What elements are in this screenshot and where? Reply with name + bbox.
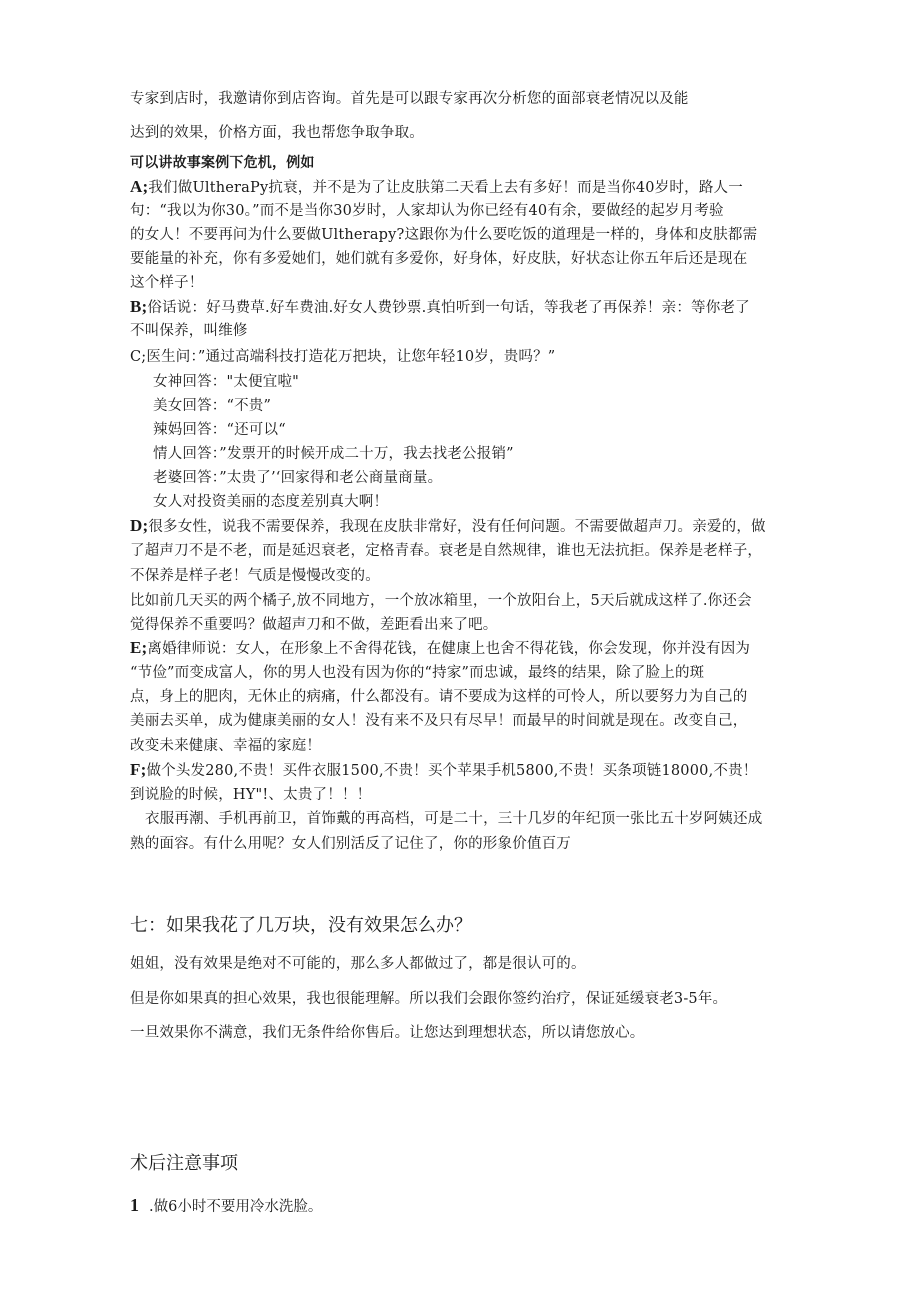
case-a-line-4: 要能量的补充，你有多爱她们，她们就有多爱你，好身体，好皮肤，好状态让你五年后还是现在 bbox=[130, 251, 748, 267]
case-e-line-4: 美丽去买单，成为健康美丽的女人！没有来不及只有尽早！而最早的时间就是现在。改变自己， bbox=[130, 713, 748, 729]
intro-line-2: 达到的效果，价格方面，我也帮您争取争取。 bbox=[130, 125, 424, 141]
case-d-line-1 bbox=[130, 516, 766, 537]
case-f-line-3: 衣服再潮、手机再前卫，首饰戴的再高档，可是二十，三十几岁的年纪顶一张比五十岁阿姨还成 bbox=[145, 811, 763, 827]
case-b-marker: B; bbox=[130, 297, 148, 316]
case-a-line-3: 的女人！不要再问为什么要做Ultherapy?这跟你为什么要吃饭的道理是一样的，身体和皮肤都需 bbox=[130, 227, 758, 243]
case-f-text: 做个头发280,不贵！买件衣服1500,不贵！买个苹果手机5800,不贵！买条项链18000,不贵！ bbox=[146, 763, 758, 779]
case-d-text: 很多女性，说我不需要保养，我现在皮肤非常好，没有任何问题。不需要做超声刀。亲爱的，做 bbox=[148, 519, 766, 535]
case-e-marker: E; bbox=[130, 638, 148, 657]
case-f-marker: F; bbox=[130, 760, 147, 779]
case-e-line-5: 改变未来健康、幸福的家庭！ bbox=[130, 738, 322, 754]
case-e-line-1 bbox=[130, 638, 750, 659]
case-e-line-2: “节俭”而变成富人，你的男人也没有因为你的“持家”而忠诚，最终的结果，除了脸上的斑 bbox=[130, 665, 705, 681]
aftercare-item-number: 1 bbox=[130, 1195, 139, 1215]
section-7-paragraph-3: 一旦效果你不满意，我们无条件给你售后。让您达到理想状态，所以请您放心。 bbox=[130, 1025, 645, 1041]
story-heading: 可以讲故事案例下危机，例如 bbox=[130, 155, 315, 171]
case-d-line-3: 不保养是样子老！气质是慢慢改变的。 bbox=[130, 568, 380, 584]
case-c-answer-5: 老婆回答：”太贵了’‘回家得和老公商量商量。 bbox=[153, 470, 443, 486]
case-e-line-3: 点，身上的肥肉，无休止的病痛，什么都没有。请不要成为这样的可怜人，所以要努力为自己的 bbox=[130, 689, 748, 705]
intro-line-1: 专家到店时，我邀请你到店咨询。首先是可以跟专家再次分析您的面部衰老情况以及能 bbox=[130, 91, 689, 107]
case-c-answer-4: 情人回答：”发票开的时候开成二十万，我去找老公报销” bbox=[153, 446, 514, 462]
aftercare-item-text: .做6小时不要用冷水洗脸。 bbox=[149, 1199, 323, 1215]
case-d-line-5: 觉得保养不重要吗？做超声刀和不做，差距看出来了吧。 bbox=[130, 617, 498, 633]
case-f-line-1 bbox=[130, 760, 758, 781]
case-b-line-2: 不叫保养，叫维修 bbox=[130, 323, 248, 339]
case-a-line-1 bbox=[130, 177, 743, 198]
case-a-text: 我们做UltheraPy抗衰，并不是为了让皮肤第二天看上去有多好！而是当你40岁时，路人一 bbox=[148, 180, 743, 196]
section-7-paragraph-1: 姐姐，没有效果是绝对不可能的，那么多人都做过了，都是很认可的。 bbox=[130, 956, 586, 972]
case-d-line-4: 比如前几天买的两个橘子,放不同地方，一个放冰箱里，一个放阳台上，5天后就成这样了.你还会 bbox=[130, 593, 752, 609]
case-c-answer-3: 辣妈回答：“还可以“ bbox=[153, 422, 286, 438]
case-d-marker: D; bbox=[130, 516, 149, 535]
case-a-line-5: 这个样子！ bbox=[130, 275, 204, 291]
case-e-text: 离婚律师说：女人，在形象上不舍得花钱，在健康上也舍不得花钱，你会发现，你并没有因为 bbox=[147, 641, 751, 657]
case-a-line-2: 句：“我以为你30。”而不是当你30岁时，人家却认为你已经有40有余，要做经的起岁月考验 bbox=[130, 203, 724, 219]
case-d-line-2: 了超声刀不是不老，而是延迟衰老，定格青春。衰老是自然规律，谁也无法抗拒。保养是老样子， bbox=[130, 543, 763, 559]
section-7-paragraph-2: 但是你如果真的担心效果，我也很能理解。所以我们会跟你签约治疗，保证延缓衰老3-5年。 bbox=[130, 991, 728, 1007]
case-a-marker: A; bbox=[130, 177, 149, 196]
case-c-answer-6: 女人对投资美丽的态度差别真大啊！ bbox=[153, 494, 389, 510]
case-f-line-4: 熟的面容。有什么用呢？女人们别活反了记住了，你的形象价值百万 bbox=[130, 836, 571, 852]
case-c-answer-2: 美女回答：“不贵” bbox=[153, 398, 272, 414]
case-c-question: C;医生问：”通过高端科技打造花万把块，让您年轻10岁，贵吗？” bbox=[130, 349, 556, 365]
case-f-line-2: 到说脸的时候，HY"!、太贵了！！！ bbox=[130, 787, 372, 803]
case-b-line-1 bbox=[130, 297, 750, 318]
section-7-heading: 七：如果我花了几万块，没有效果怎么办？ bbox=[130, 915, 472, 936]
case-c-answer-1: 女神回答："太便宜啦" bbox=[153, 374, 300, 390]
case-b-text: 俗话说：好马费草.好车费油.好女人费钞票.真怕听到一句话，等我老了再保养！亲：等你老了 bbox=[147, 300, 750, 316]
aftercare-heading: 术后注意事项 bbox=[130, 1153, 238, 1174]
aftercare-item-1 bbox=[130, 1194, 322, 1218]
